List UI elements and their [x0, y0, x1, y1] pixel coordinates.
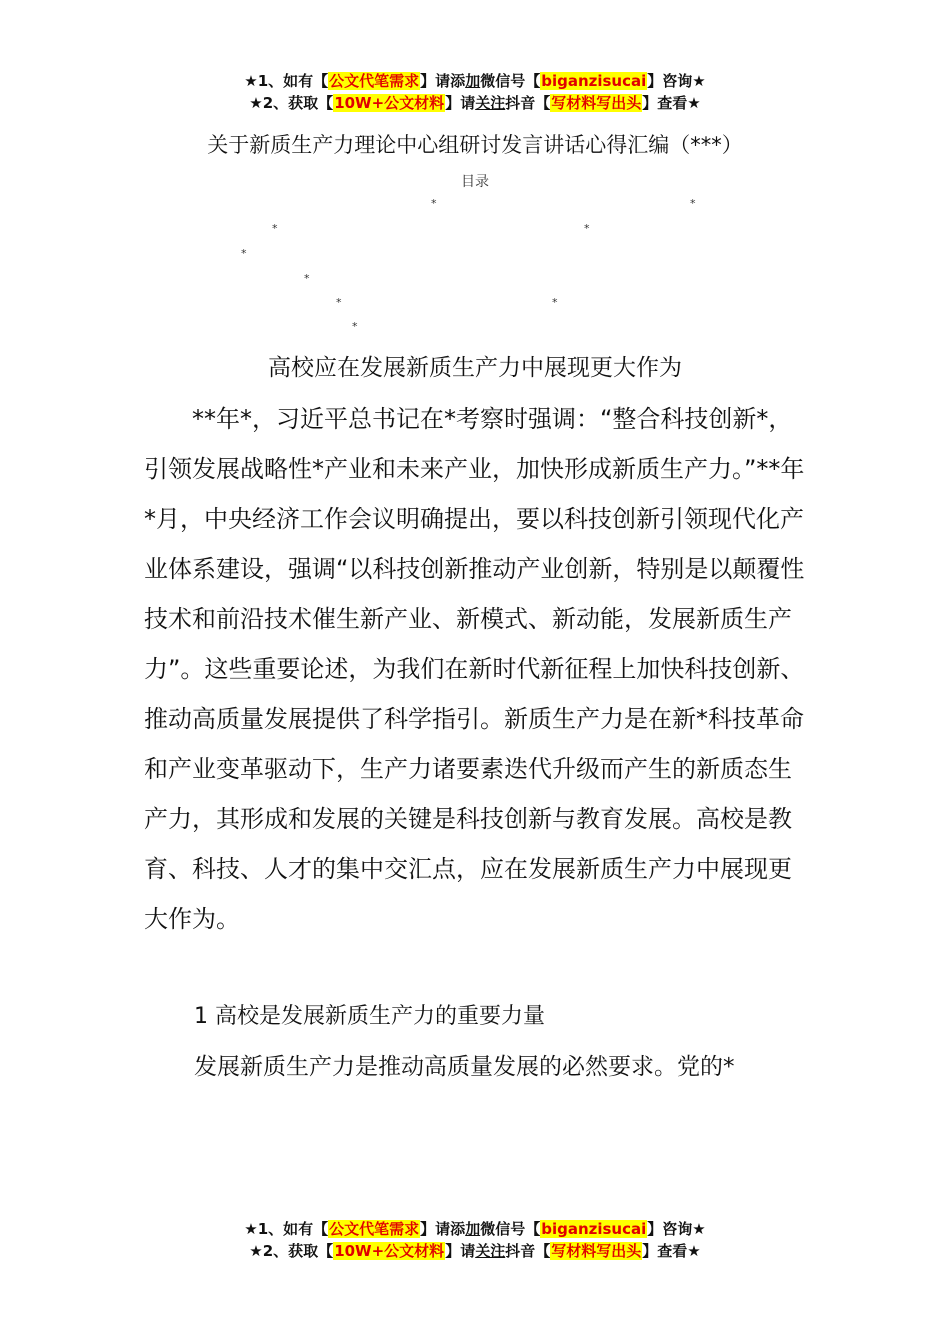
ad-highlight-service: 公文代笔需求: [329, 1220, 420, 1238]
paragraph: **年*，习近平总书记在*考察时强调：“整合科技创新*，引领发展战略性*产业和未来产业，加快形成新质生产力。”**年*月，中央经济工作会议明确提出，要以科技创新引领现代化产业体系建设，强调“以科技创新推动产业创新，特别是以颠覆性技术和前沿技术催生新产业、新模式、新动能，发展新质生产力”。这些重要论述，为我们在新时代新征程上加快科技创新、推动高质量发展提供了科学指引。新质生产力是在新*科技革命和产业变革驱动下，生产力诸要素迭代升级而产生的新质态生产力，其形成和发展的关键是科技创新与教育发展。高校是教育、科技、人才的集中交汇点，应在发展新质生产力中展现更大作为。: [144, 405, 805, 933]
toc-star: *: [584, 222, 590, 235]
article-title: 高校应在发展新质生产力中展现更大作为: [268, 355, 682, 381]
toc-star: *: [336, 296, 342, 309]
toc-star: *: [431, 197, 437, 210]
ad-underline-text: 加: [465, 72, 481, 90]
toc-star: *: [241, 247, 247, 260]
section-heading: 1 高校是发展新质生产力的重要力量: [194, 1004, 545, 1029]
ad-line-2: [0, 1240, 950, 1262]
ad-text: 微信号【: [480, 72, 541, 90]
paragraph: 发展新质生产力是推动高质量发展的必然要求。党的*: [194, 1054, 735, 1080]
toc-star: *: [352, 320, 358, 333]
ad-text: 】请: [445, 1242, 476, 1260]
ad-text: 】查看★: [642, 94, 701, 112]
ad-text: 】请添: [420, 1220, 466, 1238]
ad-text: 】咨询★: [647, 1220, 706, 1238]
ad-text: ★1、如有【: [244, 72, 329, 90]
top-ad-banner: [0, 70, 950, 114]
ad-highlight-wechat-id: biganzisucai: [541, 72, 647, 90]
document-title: 关于新质生产力理论中心组研讨发言讲话心得汇编（***）: [207, 133, 743, 157]
toc-star: *: [690, 197, 696, 210]
ad-underline-text: 关注: [475, 1242, 506, 1260]
article-body: [144, 394, 812, 944]
ad-highlight-douyin: 写材料写出头: [551, 94, 642, 112]
ad-text: 抖音【: [505, 94, 551, 112]
ad-highlight-materials: 10W+公文材料: [334, 94, 445, 112]
bottom-ad-banner: [0, 1218, 950, 1262]
ad-text: 】请: [445, 94, 476, 112]
ad-text: 抖音【: [505, 1242, 551, 1260]
toc-label: 目录: [461, 174, 489, 190]
ad-text: ★2、获取【: [249, 94, 334, 112]
ad-highlight-materials: 10W+公文材料: [334, 1242, 445, 1260]
ad-text: 】咨询★: [647, 72, 706, 90]
toc-star: *: [552, 296, 558, 309]
ad-highlight-douyin: 写材料写出头: [551, 1242, 642, 1260]
ad-text: 微信号【: [480, 1220, 541, 1238]
ad-underline-text: 关注: [475, 94, 506, 112]
ad-highlight-wechat-id: biganzisucai: [541, 1220, 647, 1238]
ad-text: ★2、获取【: [249, 1242, 334, 1260]
toc-star: *: [304, 272, 310, 285]
ad-underline-text: 加: [465, 1220, 481, 1238]
ad-line-1: [0, 1218, 950, 1240]
ad-line-1: [0, 70, 950, 92]
toc-star: *: [272, 222, 278, 235]
ad-highlight-service: 公文代笔需求: [329, 72, 420, 90]
ad-line-2: [0, 92, 950, 114]
ad-text: ★1、如有【: [244, 1220, 329, 1238]
ad-text: 】查看★: [642, 1242, 701, 1260]
ad-text: 】请添: [420, 72, 466, 90]
